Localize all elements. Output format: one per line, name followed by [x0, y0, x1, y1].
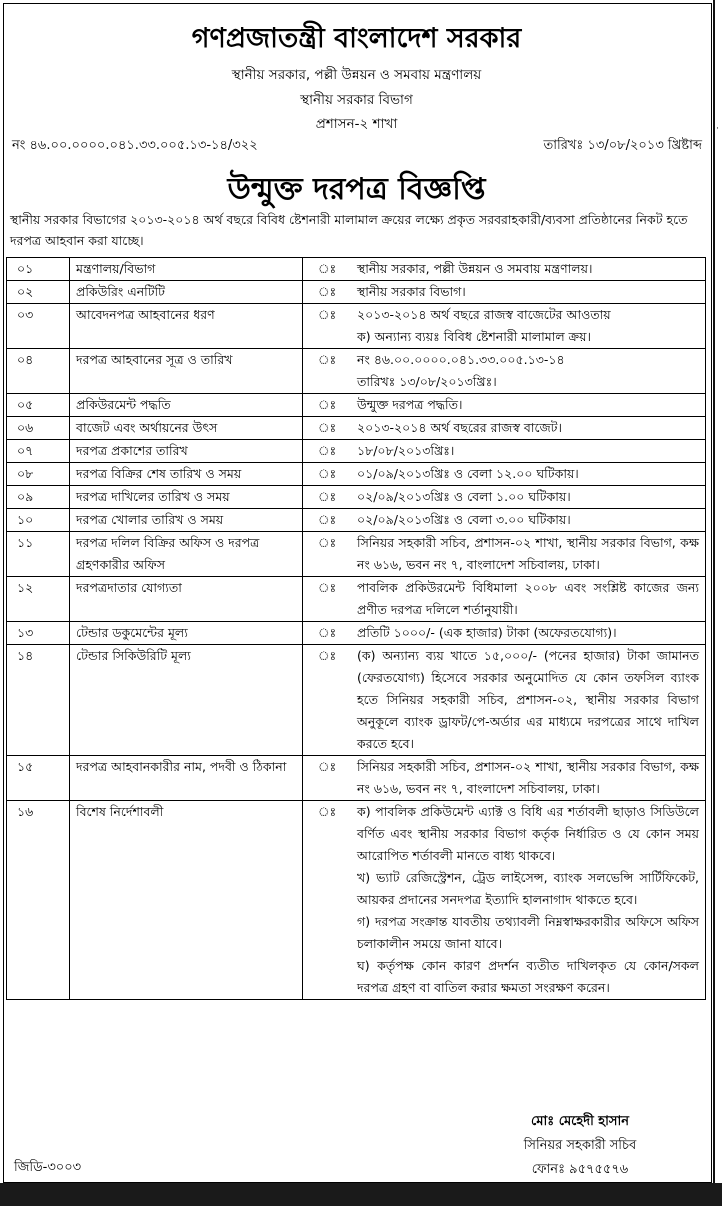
row-number: ০৪ — [7, 349, 70, 394]
row-value — [351, 532, 706, 577]
row-field: দরপত্র আহবানকারীর নাম, পদবী ও ঠিকানা — [70, 756, 303, 801]
row-separator: ঃ — [303, 645, 352, 756]
row-value-line: ২০১৩-২০১৪ অর্থ বছরে রাজস্ব বাজেটের আওতায় — [357, 307, 611, 322]
notice-title: উন্মুক্ত দরপত্র বিজ্ঞপ্তি — [227, 172, 486, 207]
row-field: বাজেট এবং অর্থায়নের উৎস — [70, 417, 303, 440]
row-separator: ঃ — [303, 258, 352, 281]
table-row — [7, 281, 706, 304]
signature-block — [490, 1110, 670, 1182]
table-row — [7, 756, 706, 801]
gd-number: জিডি-৩০০৩ — [14, 1160, 82, 1175]
signatory-phone: ফোনঃ ৯৫৭৫৫৭৬ — [531, 1162, 629, 1177]
row-value — [351, 801, 706, 1000]
row-number: ০৯ — [7, 486, 70, 509]
table-row — [7, 645, 706, 756]
memo-date: তারিখঃ ১৩/০৮/২০১৩ খ্রিষ্টাব্দ — [543, 138, 702, 153]
row-value — [351, 304, 706, 349]
row-number: ০৭ — [7, 440, 70, 463]
row-value — [351, 417, 706, 440]
table-row — [7, 463, 706, 486]
row-number: ০১ — [7, 258, 70, 281]
row-separator: ঃ — [303, 756, 352, 801]
right-edge-rule — [713, 0, 715, 1190]
row-value — [351, 440, 706, 463]
row-value — [351, 622, 706, 645]
row-value-line: নং ৪৬.০০.০০০০.০৪১.৩৩.০০৫.১৩-১৪ — [357, 352, 565, 367]
table-row — [7, 394, 706, 417]
row-number: ০৩ — [7, 304, 70, 349]
row-value-line: (ক) অন্যান্য ব্যয় খাতে ১৫,০০০/- (পনের হাজার) টাকা জামানত (ফেরতযোগ্য) হিসেবে সরকার অনুমোদিত যে কোন তফসিল ব্যাংক হতে সিনিয়র সহকারী সচিব, প্রশাসন-০২, স্থানীয় সরকার বিভাগ অনুকূলে ব্যাংক ড্রাফট/পে-অর্ডার এর মাধ্যমে দরপত্রের সাথে দাখিল করতে হবে। — [357, 648, 699, 751]
row-number: ০৮ — [7, 463, 70, 486]
row-number: ১৪ — [7, 645, 70, 756]
row-field: প্রকিউরমেন্ট পদ্ধতি — [70, 394, 303, 417]
row-value-line: ক) পাবলিক প্রকিউমেন্ট এ্যাক্ট ও বিধি এর শর্তাবলী ছাড়াও সিডিউলে বর্ণিত এবং স্থানীয় সরকার বিভাগ কর্তৃক নির্ধারিত ও যে কোন সময় আরোপিত শর্তাবলী মানতে বাধ্য থাকবে। — [357, 804, 699, 863]
table-row — [7, 349, 706, 394]
row-value-line: তারিখঃ ১৩/০৮/২০১৩খ্রিঃ। — [357, 374, 497, 389]
row-separator: ঃ — [303, 801, 352, 1000]
bottom-scan-edge — [0, 1183, 722, 1206]
row-field: দরপত্রদাতার যোগ্যতা — [70, 577, 303, 622]
row-value-line: স্থানীয় সরকার বিভাগ। — [357, 284, 466, 299]
row-separator: ঃ — [303, 532, 352, 577]
row-field: দরপত্র আহবানের সূত্র ও তারিখ — [70, 349, 303, 394]
signatory-name: মোঃ মেহেদী হাসান — [530, 1114, 630, 1129]
row-separator: ঃ — [303, 463, 352, 486]
row-field: মন্ত্রণালয়/বিভাগ — [70, 258, 303, 281]
row-field: প্রকিউরিং এনটিটি — [70, 281, 303, 304]
row-value — [351, 349, 706, 394]
memo-number: নং ৪৬.০০.০০০০.০৪১.৩৩.০০৫.১৩-১৪/৩২২ — [12, 138, 258, 153]
table-row — [7, 417, 706, 440]
row-number: ১১ — [7, 532, 70, 577]
row-field: টেন্ডার সিকিউরিটি মূল্য — [70, 645, 303, 756]
row-value-line: ১৮/০৮/২০১৩খ্রিঃ। — [357, 443, 455, 458]
table-row — [7, 440, 706, 463]
row-separator: ঃ — [303, 349, 352, 394]
row-field: দরপত্র খোলার তারিখ ও সময় — [70, 509, 303, 532]
row-field: টেন্ডার ডকুমেন্টের মূল্য — [70, 622, 303, 645]
row-separator: ঃ — [303, 622, 352, 645]
row-separator: ঃ — [303, 509, 352, 532]
row-separator: ঃ — [303, 440, 352, 463]
row-value — [351, 577, 706, 622]
row-value-line: গ) দরপত্র সংক্রান্ত যাবতীয় তথ্যাবলী নিম্নস্বাক্ষরকারীর অফিসে অফিস চলাকালীন সময়ে জানা যাবে। — [357, 914, 699, 951]
row-value — [351, 645, 706, 756]
row-separator: ঃ — [303, 417, 352, 440]
table-row — [7, 509, 706, 532]
row-number: ১৩ — [7, 622, 70, 645]
table-row — [7, 577, 706, 622]
row-value-line: খ) ভ্যাট রেজিস্ট্রেশন, ট্রেড লাইসেন্স, ব্যাংক সলভেন্সি সার্টিফিকেট, আয়কর প্রদানের সনদপত্র ইত্যাদি হালনাগাদ থাকতে হবে। — [357, 870, 699, 907]
row-separator: ঃ — [303, 577, 352, 622]
row-value-line: সিনিয়র সহকারী সচিব, প্রশাসন-০২ শাখা, স্থানীয় সরকার বিভাগ, কক্ষ নং ৬১৬, ভবন নং ৭, বাংলাদেশ সচিবালয়, ঢাকা। — [357, 535, 699, 572]
row-value-line: ক) অন্যান্য ব্যয়ঃ বিবিধ ষ্টেশনারী মালামাল ক্রয়। — [357, 329, 591, 344]
table-row — [7, 622, 706, 645]
row-value-line: স্থানীয় সরকার, পল্লী উন্নয়ন ও সমবায় মন্ত্রণালয়। — [357, 261, 593, 276]
table-row — [7, 801, 706, 1000]
row-field: দরপত্র বিক্রির শেষ তারিখ ও সময় — [70, 463, 303, 486]
row-field: দরপত্র দাখিলের তারিখ ও সময় — [70, 486, 303, 509]
row-field: আবেদনপত্র আহবানের ধরণ — [70, 304, 303, 349]
row-separator: ঃ — [303, 304, 352, 349]
row-separator: ঃ — [303, 486, 352, 509]
row-number: ০৫ — [7, 394, 70, 417]
row-number: ১২ — [7, 577, 70, 622]
row-field: বিশেষ নির্দেশাবলী — [70, 801, 303, 1000]
tender-details-table — [6, 257, 706, 1000]
row-separator: ঃ — [303, 281, 352, 304]
row-value-line: সিনিয়র সহকারী সচিব, প্রশাসন-০২ শাখা, স্থানীয় সরকার বিভাগ, কক্ষ নং ৬১৬, ভবন নং ৭, বাংলাদেশ সচিবালয়, ঢাকা। — [357, 759, 699, 796]
row-number: ০২ — [7, 281, 70, 304]
row-value — [351, 463, 706, 486]
row-value — [351, 486, 706, 509]
row-number: ১০ — [7, 509, 70, 532]
signatory-designation: সিনিয়র সহকারী সচিব — [523, 1138, 637, 1153]
row-number: ১৬ — [7, 801, 70, 1000]
intro-paragraph: স্থানীয় সরকার বিভাগের ২০১৩-২০১৪ অর্থ বছরে বিবিধ ষ্টেশনারী মালামাল ক্রয়ের লক্ষ্যে প্রকৃত সরবরাহকারী/ব্যবসা প্রতিষ্ঠানের নিকট হতে দরপত্র আহবান করা যাচ্ছে। — [10, 212, 688, 248]
table-row — [7, 486, 706, 509]
row-value-line: ০২/০৯/২০১৩খ্রিঃ ও বেলা ৩.০০ ঘটিকায়। — [357, 512, 571, 527]
section-name: প্রশাসন-২ শাখা — [315, 116, 398, 132]
row-value — [351, 509, 706, 532]
row-field: দরপত্র দলিল বিক্রির অফিস ও দরপত্র গ্রহণকারীর অফিস — [70, 532, 303, 577]
row-value — [351, 756, 706, 801]
row-separator: ঃ — [303, 394, 352, 417]
table-row — [7, 532, 706, 577]
row-value-line: ০২/০৯/২০১৩খ্রিঃ ও বেলা ১.০০ ঘটিকায়। — [357, 489, 571, 504]
row-value-line: উন্মুক্ত দরপত্র পদ্ধতি। — [357, 397, 463, 412]
row-number: ১৫ — [7, 756, 70, 801]
row-value — [351, 394, 706, 417]
row-value-line: ০১/০৯/২০১৩খ্রিঃ ও বেলা ১২.০০ ঘটিকায়। — [357, 466, 579, 481]
row-value — [351, 281, 706, 304]
government-title: গণপ্রজাতন্ত্রী বাংলাদেশ সরকার — [191, 23, 522, 54]
row-field: দরপত্র প্রকাশের তারিখ — [70, 440, 303, 463]
row-value-line: ঘ) কর্তৃপক্ষ কোন কারণ প্রদর্শন ব্যতীত দাখিলকৃত যে কোন/সকল দরপত্র গ্রহণ বা বাতিল করার ক্ষমতা সংরক্ষণ করেন। — [357, 958, 699, 995]
division-name: স্থানীয় সরকার বিভাগ — [300, 92, 413, 108]
edge-mark: · — [716, 124, 719, 134]
row-value-line: ২০১৩-২০১৪ অর্থ বছরের রাজস্ব বাজেট। — [357, 420, 562, 435]
table-row — [7, 258, 706, 281]
row-value-line: প্রতিটি ১০০০/- (এক হাজার) টাকা (অফেরতযোগ্য)। — [357, 625, 617, 640]
row-number: ০৬ — [7, 417, 70, 440]
table-row — [7, 304, 706, 349]
ministry-name: স্থানীয় সরকার, পল্লী উন্নয়ন ও সমবায় মন্ত্রণালয় — [231, 67, 482, 83]
row-value — [351, 258, 706, 281]
row-value-line: পাবলিক প্রকিউরমেন্ট বিধিমালা ২০০৮ এবং সংশ্লিষ্ট কাজের জন্য প্রণীত দরপত্র দলিলে শর্তানুযায়ী। — [357, 580, 699, 617]
